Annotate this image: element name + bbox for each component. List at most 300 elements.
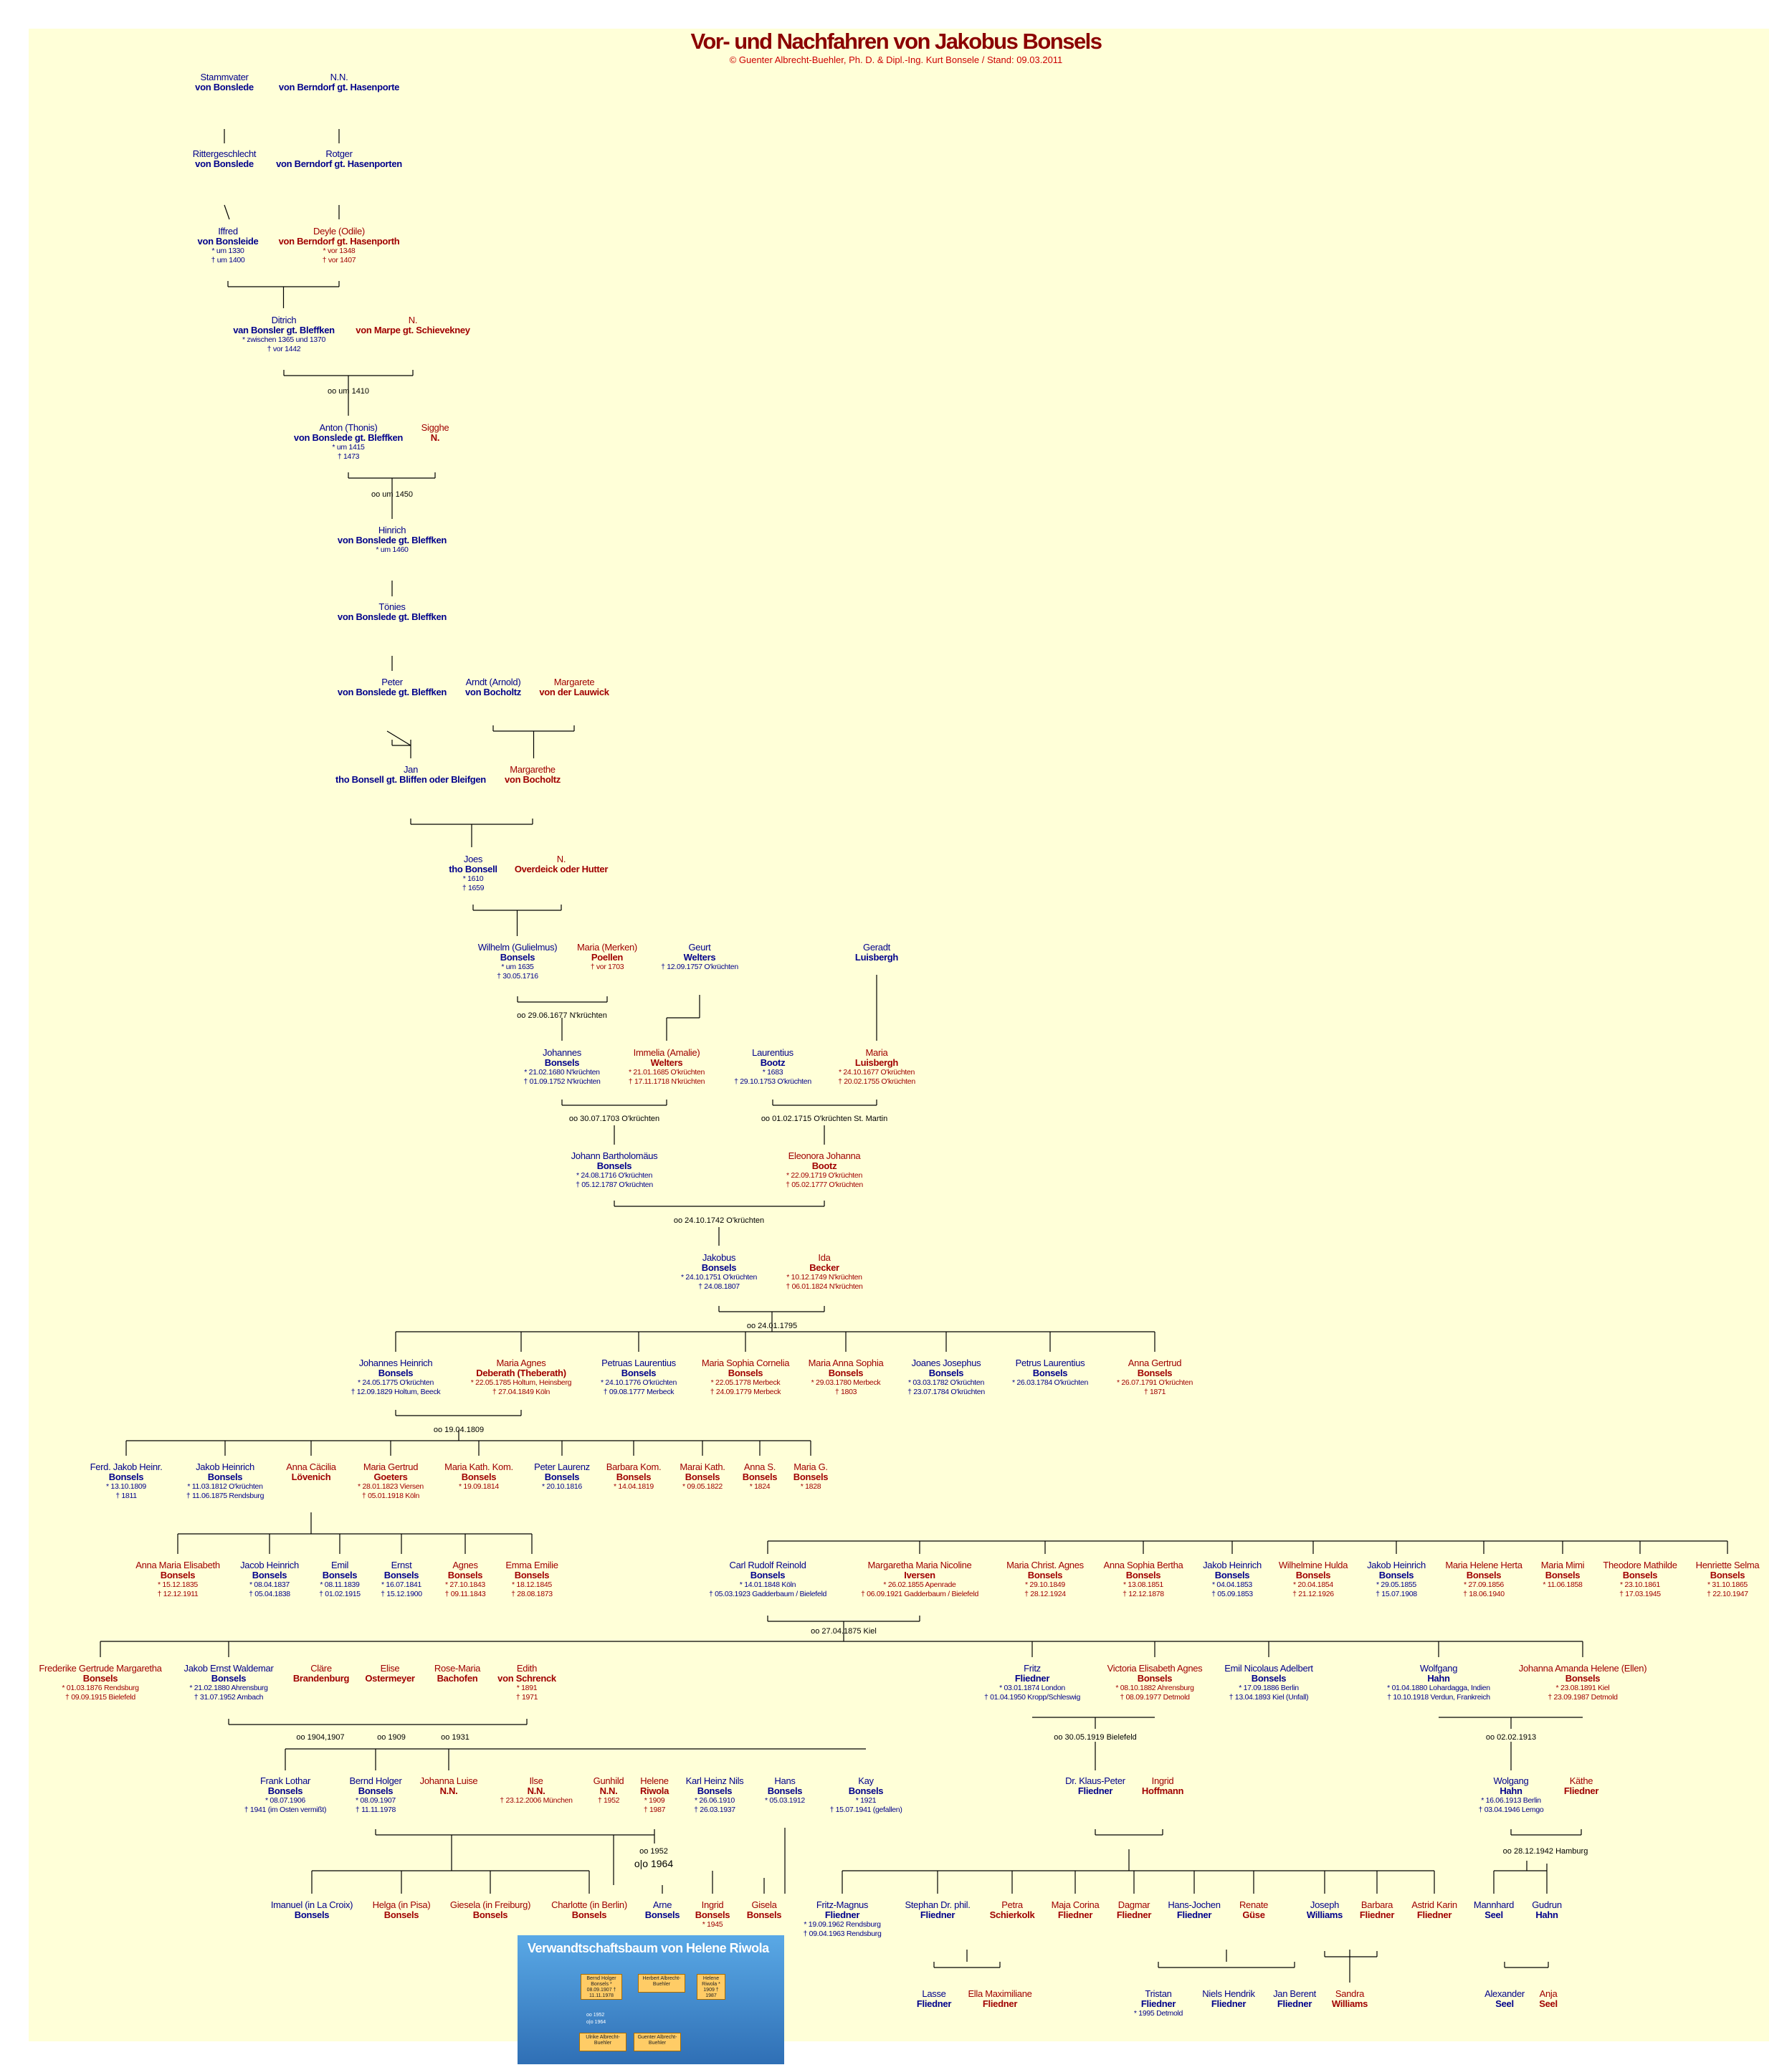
person-surname: N. xyxy=(430,432,440,443)
person-date: † 05.02.1777 O'krüchten xyxy=(786,1181,863,1189)
person-surname: Fliedner xyxy=(1077,1785,1113,1796)
person-given-name: Jakobus xyxy=(702,1252,736,1263)
person-surname: Fliedner xyxy=(1014,1673,1050,1684)
person-surname: Fliedner xyxy=(1359,1909,1395,1920)
person-card[interactable] xyxy=(90,1462,163,1501)
person-card[interactable] xyxy=(645,1900,680,1920)
person-date: * 1824 xyxy=(749,1482,771,1491)
person-surname: Bonsels xyxy=(596,1160,632,1171)
person-surname: von Bonslede xyxy=(195,82,254,92)
person-date: † 1659 xyxy=(462,884,485,892)
person-surname: Bonsels xyxy=(793,1472,829,1482)
person-card[interactable] xyxy=(1603,1560,1677,1599)
person-date: * 08.04.1837 xyxy=(249,1580,290,1589)
person-surname: Bonsels xyxy=(383,1570,419,1580)
person-card[interactable] xyxy=(39,1664,161,1702)
person-given-name: Geurt xyxy=(688,942,711,953)
person-date: * zwischen 1365 und 1370 xyxy=(242,335,325,344)
person-given-name: Jakob Heinrich xyxy=(196,1461,254,1472)
person-given-name: Käthe xyxy=(1569,1775,1593,1786)
person-date: * 1921 xyxy=(855,1796,877,1805)
person-card[interactable] xyxy=(338,525,447,555)
person-surname: Bonsels xyxy=(447,1570,483,1580)
person-given-name: Giesela (in Freiburg) xyxy=(449,1899,531,1910)
person-given-name: Margarethe xyxy=(510,764,556,775)
person-date: † 1971 xyxy=(515,1693,538,1702)
person-given-name: Wilhelm (Gulielmus) xyxy=(477,942,558,953)
person-surname: N.N. xyxy=(439,1785,458,1796)
person-surname: Bonsels xyxy=(1125,1570,1161,1580)
person-given-name: Maria Sophia Cornelia xyxy=(701,1358,790,1368)
person-date: * 22.05.1785 Holtum, Heinsberg xyxy=(470,1378,572,1387)
person-card[interactable] xyxy=(1012,1358,1088,1388)
person-card[interactable] xyxy=(539,677,609,697)
person-date: * 11.06.1858 xyxy=(1543,1580,1583,1589)
person-card[interactable] xyxy=(804,1900,882,1939)
person-card[interactable] xyxy=(629,1048,705,1087)
person-date: * 01.03.1876 Rendsburg xyxy=(62,1684,139,1692)
person-surname: Bonsels xyxy=(828,1368,864,1378)
person-given-name: Elise xyxy=(380,1663,400,1674)
person-given-name: Rittergeschlecht xyxy=(192,148,257,159)
person-card[interactable] xyxy=(1564,1776,1598,1796)
person-card[interactable] xyxy=(478,943,558,981)
person-card[interactable] xyxy=(594,1776,624,1806)
person-card[interactable] xyxy=(198,226,259,265)
person-card[interactable] xyxy=(601,1358,677,1397)
person-card[interactable] xyxy=(373,1900,431,1920)
person-given-name: Ingrid xyxy=(701,1899,724,1910)
person-surname: Hahn xyxy=(1535,1909,1558,1920)
person-card[interactable] xyxy=(1484,1989,1525,2009)
person-card[interactable] xyxy=(1134,1989,1183,2018)
person-date: † 01.09.1752 N'krüchten xyxy=(523,1077,601,1086)
person-surname: Iversen xyxy=(904,1570,935,1580)
page-title: Vor- und Nachfahren von Jakobus Bonsels xyxy=(690,29,1102,54)
person-given-name: Barbara xyxy=(1360,1899,1393,1910)
person-surname: von Bonslede gt. Bleffken xyxy=(293,432,404,443)
person-card[interactable] xyxy=(449,854,497,893)
person-date: † 1473 xyxy=(337,452,360,461)
person-given-name: Agnes xyxy=(452,1560,478,1570)
person-given-name: Maria xyxy=(865,1047,888,1058)
person-date: † 11.11.1978 xyxy=(355,1806,396,1814)
person-card[interactable] xyxy=(1360,1900,1394,1920)
person-given-name: Anja xyxy=(1539,1988,1558,1999)
person-card[interactable] xyxy=(497,1664,556,1702)
person-card[interactable] xyxy=(1411,1900,1457,1920)
person-card[interactable] xyxy=(500,1776,572,1806)
person-card[interactable] xyxy=(421,423,449,443)
person-card[interactable] xyxy=(1696,1560,1760,1599)
person-card[interactable] xyxy=(1519,1664,1646,1702)
person-card[interactable] xyxy=(1239,1900,1268,1920)
person-given-name: Dr. Klaus-Peter xyxy=(1065,1775,1125,1786)
person-given-name: Emil Nicolaus Adelbert xyxy=(1224,1663,1313,1674)
person-date: * 24.10.1751 O'krüchten xyxy=(680,1273,758,1282)
person-date: * vor 1348 xyxy=(323,247,356,255)
person-given-name: Tönies xyxy=(378,601,406,612)
person-date: † 10.10.1918 Verdun, Frankreich xyxy=(1387,1693,1490,1702)
person-surname: Bonsels xyxy=(616,1472,652,1482)
person-given-name: Hinrich xyxy=(378,525,406,535)
person-surname: tho Bonsell gt. Bliffen oder Bleifgen xyxy=(335,774,486,785)
person-date: * 19.09.1962 Rendsburg xyxy=(804,1920,881,1929)
person-given-name: Anna Maria Elisabeth xyxy=(135,1560,220,1570)
person-date: * 22.05.1778 Merbeck xyxy=(710,1378,781,1387)
person-card[interactable] xyxy=(1052,1900,1100,1920)
person-given-name: Hans-Jochen xyxy=(1168,1899,1221,1910)
person-surname: Williams xyxy=(1306,1909,1343,1920)
person-given-name: Sigghe xyxy=(421,422,449,433)
person-surname: Bonsels xyxy=(750,1570,786,1580)
person-surname: Seel xyxy=(1495,1998,1514,2009)
person-surname: Luisbergh xyxy=(854,1057,899,1068)
person-card[interactable] xyxy=(793,1462,828,1492)
person-card[interactable] xyxy=(571,1151,658,1190)
person-surname: Bonsels xyxy=(544,1057,580,1068)
person-date: * 14.04.1819 xyxy=(614,1482,654,1491)
person-given-name: Maria Kath. Kom. xyxy=(444,1461,513,1472)
person-given-name: Stephan Dr. phil. xyxy=(905,1899,971,1910)
marriage-label: oo um 1410 xyxy=(327,387,370,396)
thumbnail-box: Herbert Albrecht-Buehler xyxy=(638,1974,685,1993)
person-card[interactable] xyxy=(743,1462,777,1492)
person-card[interactable] xyxy=(1367,1560,1426,1599)
person-surname: Bonsels xyxy=(1378,1570,1414,1580)
person-given-name: Maria Christ. Agnes xyxy=(1006,1560,1084,1570)
person-card[interactable] xyxy=(702,1358,789,1397)
person-given-name: Hans xyxy=(774,1775,796,1786)
person-card[interactable] xyxy=(765,1776,805,1806)
person-card[interactable] xyxy=(809,1358,884,1397)
person-date: * 23.08.1891 Kiel xyxy=(1555,1684,1610,1692)
person-card[interactable] xyxy=(686,1776,744,1815)
person-card[interactable] xyxy=(271,1900,353,1920)
person-surname: Poellen xyxy=(591,952,624,963)
person-card[interactable] xyxy=(444,1462,513,1492)
person-card[interactable] xyxy=(471,1358,571,1397)
person-card[interactable] xyxy=(907,1358,985,1397)
marriage-label: o|o 1964 xyxy=(634,1858,674,1869)
person-surname: Riwola xyxy=(639,1785,669,1796)
person-card[interactable] xyxy=(838,1048,915,1087)
person-given-name: Johann Bartholomäus xyxy=(571,1150,658,1161)
person-card[interactable] xyxy=(1307,1900,1343,1920)
person-given-name: Anton (Thonis) xyxy=(319,422,378,433)
person-card[interactable] xyxy=(350,1776,402,1815)
person-date: * 29.05.1855 xyxy=(1376,1580,1416,1589)
person-card[interactable] xyxy=(186,1462,264,1501)
person-card[interactable] xyxy=(680,1462,725,1492)
person-date: * 11.03.1812 O'krüchten xyxy=(187,1482,263,1491)
person-card[interactable] xyxy=(276,149,402,169)
person-given-name: Johannes xyxy=(543,1047,581,1058)
person-card[interactable] xyxy=(917,1989,951,2009)
person-date: * 27.09.1856 xyxy=(1464,1580,1504,1589)
person-card[interactable] xyxy=(1168,1900,1220,1920)
person-date: † 11.06.1875 Rendsburg xyxy=(186,1492,264,1500)
person-card[interactable] xyxy=(434,1664,480,1684)
person-surname: von Bonslede gt. Bleffken xyxy=(337,611,447,622)
person-card[interactable] xyxy=(855,943,898,963)
person-given-name: Maria (Merken) xyxy=(577,942,637,953)
person-surname: Bonsels xyxy=(108,1472,144,1482)
person-date: † 12.09.1757 O'krüchten xyxy=(661,963,738,971)
person-given-name: Ernst xyxy=(391,1560,412,1570)
person-card[interactable] xyxy=(709,1560,826,1599)
thumbnail-title: Verwandtschaftsbaum von Helene Riwola xyxy=(528,1941,769,1955)
person-date: † 12.12.1911 xyxy=(157,1590,199,1598)
person-date: * 03.01.1874 London xyxy=(999,1684,1065,1692)
person-given-name: Ella Maximiliane xyxy=(968,1988,1032,1999)
person-given-name: N. xyxy=(556,854,566,864)
person-date: * 21.01.1685 O'krüchten xyxy=(628,1068,705,1077)
person-card[interactable] xyxy=(233,315,335,354)
person-surname: Bonsels xyxy=(571,1909,607,1920)
person-date: * 08.07.1906 xyxy=(265,1796,305,1805)
person-date: † um 1400 xyxy=(211,256,245,264)
person-card[interactable] xyxy=(1117,1900,1151,1920)
person-date: † 1987 xyxy=(643,1806,666,1814)
person-date: * 24.10.1677 O'krüchten xyxy=(838,1068,915,1077)
person-given-name: Astrid Karin xyxy=(1411,1899,1457,1910)
person-card[interactable] xyxy=(606,1462,662,1492)
person-given-name: Helene xyxy=(640,1775,669,1786)
person-date: * 05.03.1912 xyxy=(765,1796,805,1805)
person-surname: Bonsels xyxy=(1466,1570,1502,1580)
person-date: † vor 1407 xyxy=(322,256,356,264)
person-given-name: Jakob Heinrich xyxy=(1203,1560,1262,1570)
person-card[interactable] xyxy=(319,1560,361,1599)
person-card[interactable] xyxy=(1474,1900,1514,1920)
person-given-name: Anna Gertrud xyxy=(1128,1358,1182,1368)
person-date: * 10.12.1749 N'krüchten xyxy=(786,1273,862,1282)
person-date: † 03.04.1946 Lemgo xyxy=(1478,1806,1544,1814)
person-given-name: Rotger xyxy=(325,148,353,159)
person-card[interactable] xyxy=(640,1776,669,1815)
person-card[interactable] xyxy=(193,149,256,169)
person-card[interactable] xyxy=(1445,1560,1522,1599)
person-card[interactable] xyxy=(786,1151,863,1190)
person-surname: Bootz xyxy=(811,1160,837,1171)
person-given-name: Maria Mimi xyxy=(1540,1560,1585,1570)
person-date: * 08.11.1839 xyxy=(320,1580,360,1589)
person-card[interactable] xyxy=(335,765,486,785)
person-surname: Bonsels xyxy=(644,1909,680,1920)
person-card[interactable] xyxy=(551,1900,627,1920)
person-surname: Bonsels xyxy=(697,1785,733,1796)
person-card[interactable] xyxy=(515,854,608,874)
person-given-name: Ida xyxy=(818,1252,831,1263)
person-date: * 23.10.1861 xyxy=(1620,1580,1660,1589)
person-card[interactable] xyxy=(279,226,400,265)
person-surname: Schierkolk xyxy=(989,1909,1035,1920)
person-card[interactable] xyxy=(1279,1560,1348,1599)
person-date: † 21.12.1926 xyxy=(1292,1590,1334,1598)
person-given-name: Sandra xyxy=(1335,1988,1365,1999)
person-card[interactable] xyxy=(351,1358,441,1397)
person-date: † 09.11.1843 xyxy=(444,1590,486,1598)
marriage-label: oo 30.05.1919 Bielefeld xyxy=(1054,1733,1137,1742)
person-date: * 13.10.1809 xyxy=(106,1482,146,1491)
person-surname: Bonsels xyxy=(685,1472,720,1482)
person-card[interactable] xyxy=(861,1560,978,1599)
person-given-name: Petruas Laurentius xyxy=(601,1358,676,1368)
person-given-name: Henriette Selma xyxy=(1695,1560,1760,1570)
person-surname: Bonsels xyxy=(82,1673,118,1684)
person-card[interactable] xyxy=(365,1664,414,1684)
person-card[interactable] xyxy=(534,1462,590,1492)
person-given-name: Anna S. xyxy=(743,1461,776,1472)
person-card[interactable] xyxy=(990,1900,1035,1920)
person-given-name: Laurentius xyxy=(752,1047,793,1058)
person-date: * 26.02.1855 Apenrade xyxy=(883,1580,956,1589)
person-given-name: Gisela xyxy=(751,1899,777,1910)
person-date: * 22.09.1719 O'krüchten xyxy=(786,1171,863,1180)
thumbnail-box: Ulrike Albrecht-Buehler xyxy=(579,2033,626,2051)
person-surname: Ostermeyer xyxy=(365,1673,415,1684)
person-card[interactable] xyxy=(445,1560,486,1599)
person-card[interactable] xyxy=(293,1664,349,1684)
person-date: * um 1635 xyxy=(501,963,534,971)
person-surname: Bonsels xyxy=(928,1368,964,1378)
person-surname: Hoffmann xyxy=(1141,1785,1184,1796)
person-card[interactable] xyxy=(184,1664,273,1702)
person-surname: Fliedner xyxy=(920,1909,955,1920)
person-card[interactable] xyxy=(279,72,399,92)
person-given-name: Anna Sophia Bertha xyxy=(1103,1560,1183,1570)
person-surname: Bonsels xyxy=(383,1909,419,1920)
person-card[interactable] xyxy=(1332,1989,1368,2009)
marriage-label: oo 1931 xyxy=(441,1733,470,1742)
person-card[interactable] xyxy=(244,1776,326,1815)
person-date: * 1828 xyxy=(800,1482,821,1491)
person-date: † 12.09.1829 Holtum, Beeck xyxy=(351,1388,441,1396)
person-card[interactable] xyxy=(968,1989,1031,2009)
person-date: † 20.02.1755 O'krüchten xyxy=(838,1077,915,1086)
person-card[interactable] xyxy=(286,1462,335,1482)
person-surname: Bonsels xyxy=(1137,1673,1173,1684)
person-surname: Bonsels xyxy=(701,1262,737,1273)
person-surname: Bonsels xyxy=(621,1368,657,1378)
person-card[interactable] xyxy=(747,1900,781,1920)
person-card[interactable] xyxy=(1117,1358,1193,1397)
person-surname: Seel xyxy=(1484,1909,1503,1920)
person-surname: Bonsels xyxy=(728,1368,763,1378)
person-date: * 16.06.1913 Berlin xyxy=(1481,1796,1541,1805)
person-given-name: Charlotte (in Berlin) xyxy=(551,1899,627,1910)
person-surname: Williams xyxy=(1331,1998,1368,2009)
person-surname: Fliedner xyxy=(1057,1909,1093,1920)
person-date: † 23.12.2006 München xyxy=(500,1796,573,1805)
person-card[interactable] xyxy=(829,1776,902,1815)
person-card[interactable] xyxy=(338,602,447,622)
person-given-name: Wilhelmine Hulda xyxy=(1278,1560,1348,1570)
person-card[interactable] xyxy=(1387,1664,1490,1702)
person-card[interactable] xyxy=(1224,1664,1312,1702)
person-date: * 08.09.1907 xyxy=(356,1796,396,1805)
person-card[interactable] xyxy=(786,1253,862,1292)
person-card[interactable] xyxy=(984,1664,1080,1702)
person-card[interactable] xyxy=(577,943,637,972)
person-date: † 24.09.1779 Merbeck xyxy=(710,1388,781,1396)
person-date: † 18.06.1940 xyxy=(1463,1590,1505,1598)
person-card[interactable] xyxy=(356,315,470,335)
person-card[interactable] xyxy=(1107,1664,1203,1702)
person-card[interactable] xyxy=(1541,1560,1585,1590)
person-card[interactable] xyxy=(505,765,561,785)
person-card[interactable] xyxy=(358,1462,424,1501)
person-given-name: Ferd. Jakob Heinr. xyxy=(90,1461,163,1472)
person-card[interactable] xyxy=(661,943,738,972)
person-card[interactable] xyxy=(1142,1776,1183,1796)
person-surname: Overdeick oder Hutter xyxy=(514,864,609,874)
person-date: * 21.02.1880 Ahrensburg xyxy=(189,1684,268,1692)
person-date: * 14.01.1848 Köln xyxy=(739,1580,796,1589)
person-surname: von Berndorf gt. Hasenporth xyxy=(278,236,400,247)
person-card[interactable] xyxy=(420,1776,478,1796)
person-given-name: Geradt xyxy=(863,942,890,953)
person-card[interactable] xyxy=(1532,1900,1562,1920)
person-card[interactable] xyxy=(523,1048,600,1087)
person-given-name: Emil xyxy=(330,1560,349,1570)
person-date: * 29.10.1849 xyxy=(1025,1580,1065,1589)
relationship-tree-thumbnail[interactable] xyxy=(518,1935,784,2064)
person-date: † 01.04.1950 Kropp/Schleswig xyxy=(983,1693,1081,1702)
person-card[interactable] xyxy=(450,1900,530,1920)
person-card[interactable] xyxy=(1006,1560,1084,1599)
person-given-name: Barbara Kom. xyxy=(606,1461,662,1472)
person-card[interactable] xyxy=(905,1900,970,1920)
person-date: * 03.03.1782 O'krüchten xyxy=(907,1378,985,1387)
person-date: † 12.12.1878 xyxy=(1123,1590,1164,1598)
person-card[interactable] xyxy=(681,1253,757,1292)
person-card[interactable] xyxy=(1203,1560,1262,1599)
person-date: * 21.02.1680 N'krüchten xyxy=(524,1068,600,1077)
person-given-name: Mannhard xyxy=(1473,1899,1515,1910)
person-date: * um 1330 xyxy=(211,247,244,255)
marriage-label: oo 1904,1907 xyxy=(296,1733,345,1742)
person-card[interactable] xyxy=(135,1560,220,1599)
person-card[interactable] xyxy=(1202,1989,1254,2009)
person-card[interactable] xyxy=(1065,1776,1125,1796)
person-card[interactable] xyxy=(465,677,521,697)
person-given-name: Jakob Ernst Waldemar xyxy=(184,1663,274,1674)
person-date: * 28.01.1823 Viersen xyxy=(358,1482,424,1491)
person-given-name: Renate xyxy=(1239,1899,1269,1910)
person-card[interactable] xyxy=(1273,1989,1316,2009)
person-surname: Fliedner xyxy=(1140,1998,1176,2009)
person-card[interactable] xyxy=(1539,1989,1558,2009)
person-card[interactable] xyxy=(381,1560,422,1599)
person-card[interactable] xyxy=(294,423,403,462)
person-card[interactable] xyxy=(734,1048,811,1087)
person-card[interactable] xyxy=(1479,1776,1544,1815)
person-given-name: Edith xyxy=(516,1663,538,1674)
person-given-name: Ingrid xyxy=(1151,1775,1174,1786)
person-date: † 1952 xyxy=(597,1796,620,1805)
person-card[interactable] xyxy=(695,1900,730,1930)
person-card[interactable] xyxy=(338,677,447,697)
person-given-name: Anna Cäcilia xyxy=(286,1461,336,1472)
person-card[interactable] xyxy=(195,72,254,92)
person-card[interactable] xyxy=(240,1560,299,1599)
person-given-name: Frederike Gertrude Margaretha xyxy=(39,1663,162,1674)
person-card[interactable] xyxy=(1104,1560,1183,1599)
person-card[interactable] xyxy=(505,1560,558,1599)
person-given-name: Karl Heinz Nils xyxy=(685,1775,744,1786)
